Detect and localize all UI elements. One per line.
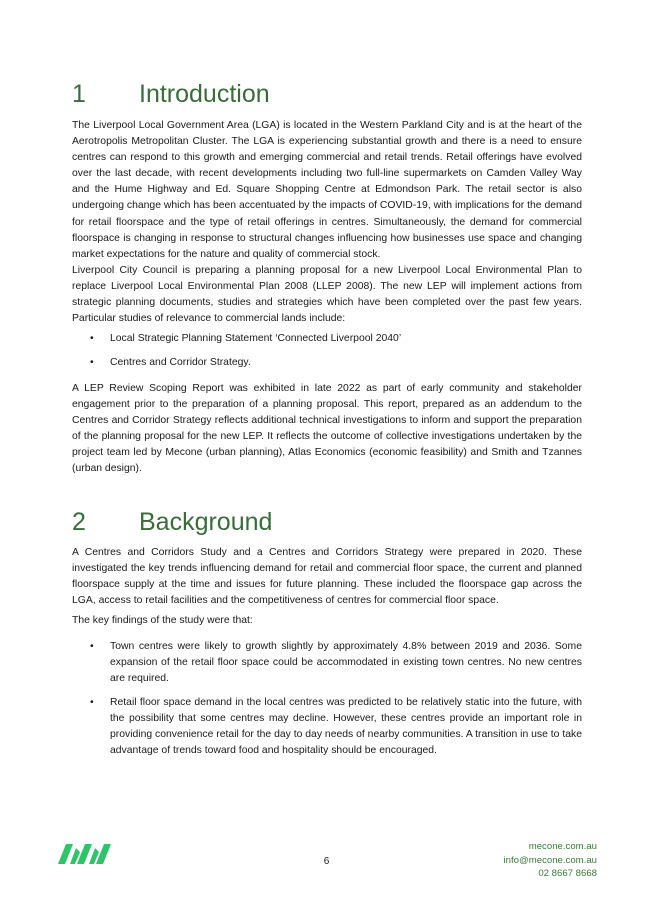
section-2-paragraph-2: The key findings of the study were that:: [72, 615, 253, 626]
section-1-paragraph-2: Liverpool City Council is preparing a planning proposal for a new Liverpool Local Environmental Plan to replace Liverpool Local Environmental Plan 2008 (LLEP 2008). The new LEP will implement actions from strategic planning documents, studies and strategies which have been completed over the past few years. Particular studies of relevance to commercial lands include:: [72, 265, 582, 325]
contact-block: [504, 840, 597, 881]
section-1-paragraph-1: The Liverpool Local Government Area (LGA) is located in the Western Parkland City and is at the heart of the Aerotropolis Metropolitan Cluster. The LGA is experiencing substantial growth and there is a need to ensure centres can respond to this growth and emerging commercial and retail trends. Retail offerings have evolved over the last decade, with recent developments including two full-line supermarkets on Camden Valley Way and the Hume Highway and Ed. Square Shopping Centre at Edmondson Park. The retail sector is also undergoing change which has been accentuated by the impacts of COVID-19, with implications for the demand for retail floorspace and the type of retail offerings in centres. Simultaneously, the demand for commercial floorspace is changing in response to structural changes influencing how businesses use space and changing market expectations for the nature and quality of commercial stock.: [72, 120, 583, 260]
section-2-heading: [72, 508, 272, 537]
section-1-bullet-2: [90, 355, 582, 371]
page-number: 6: [323, 856, 330, 867]
section-1-heading: [72, 80, 270, 109]
bullet-icon: •: [90, 357, 94, 368]
bullet-icon: •: [90, 697, 94, 708]
section-2-title: Background: [139, 508, 273, 536]
phone-number: 02 8667 8668: [538, 868, 597, 879]
section-1-number: 1: [72, 80, 86, 108]
bullet-text: Town centres were likely to growth slightly by approximately 4.8% between 2019 and 2036. Some expansion of the retail floor space could be accommodated in existing town centres. No new centres are required.: [110, 641, 582, 685]
section-2-bullet-2: [90, 695, 582, 759]
section-2-number: 2: [72, 508, 86, 536]
section-1-title: Introduction: [139, 80, 270, 108]
bullet-text: Retail floor space demand in the local centres was predicted to be relatively static into the future, with the possibility that some centres may decline. However, these centres provide an important role in providing convenience retail for the day to day needs of nearby communities. A transition in use to take advantage of trends toward food and hospitality should be encouraged.: [110, 697, 582, 757]
section-2-paragraph-1: A Centres and Corridors Study and a Centres and Corridors Strategy were prepared in 2020. These investigated the key trends influencing demand for retail and commercial floor space, the current and planned floorspace supply at the time and issues for future planning. These included the floorspace gap across the LGA, access to retail facilities and the competitiveness of centres for commercial floor space.: [72, 547, 582, 607]
bullet-icon: •: [90, 641, 94, 652]
section-1-paragraph-3: A LEP Review Scoping Report was exhibited in late 2022 as part of early community and stakeholder engagement prior to the preparation of a planning proposal. This report, prepared as an addendum to the Centres and Corridor Strategy reflects additional technical investigations to inform and support the preparation of the planning proposal for the new LEP. It reflects the outcome of collective investigations undertaken by the project team led by Mecone (urban planning), Atlas Economics (economic feasibility) and Smith and Tzannes (urban design).: [72, 383, 582, 475]
bullet-text: Local Strategic Planning Statement ‘Connected Liverpool 2040’: [110, 333, 402, 344]
email-link[interactable]: info@mecone.com.au: [503, 854, 597, 866]
website-link[interactable]: mecone.com.au: [528, 841, 597, 852]
section-2-bullet-1: [90, 639, 582, 687]
bullet-icon: •: [90, 333, 94, 344]
bullet-text: Centres and Corridor Strategy.: [110, 357, 251, 368]
section-1-bullet-1: [90, 331, 582, 347]
